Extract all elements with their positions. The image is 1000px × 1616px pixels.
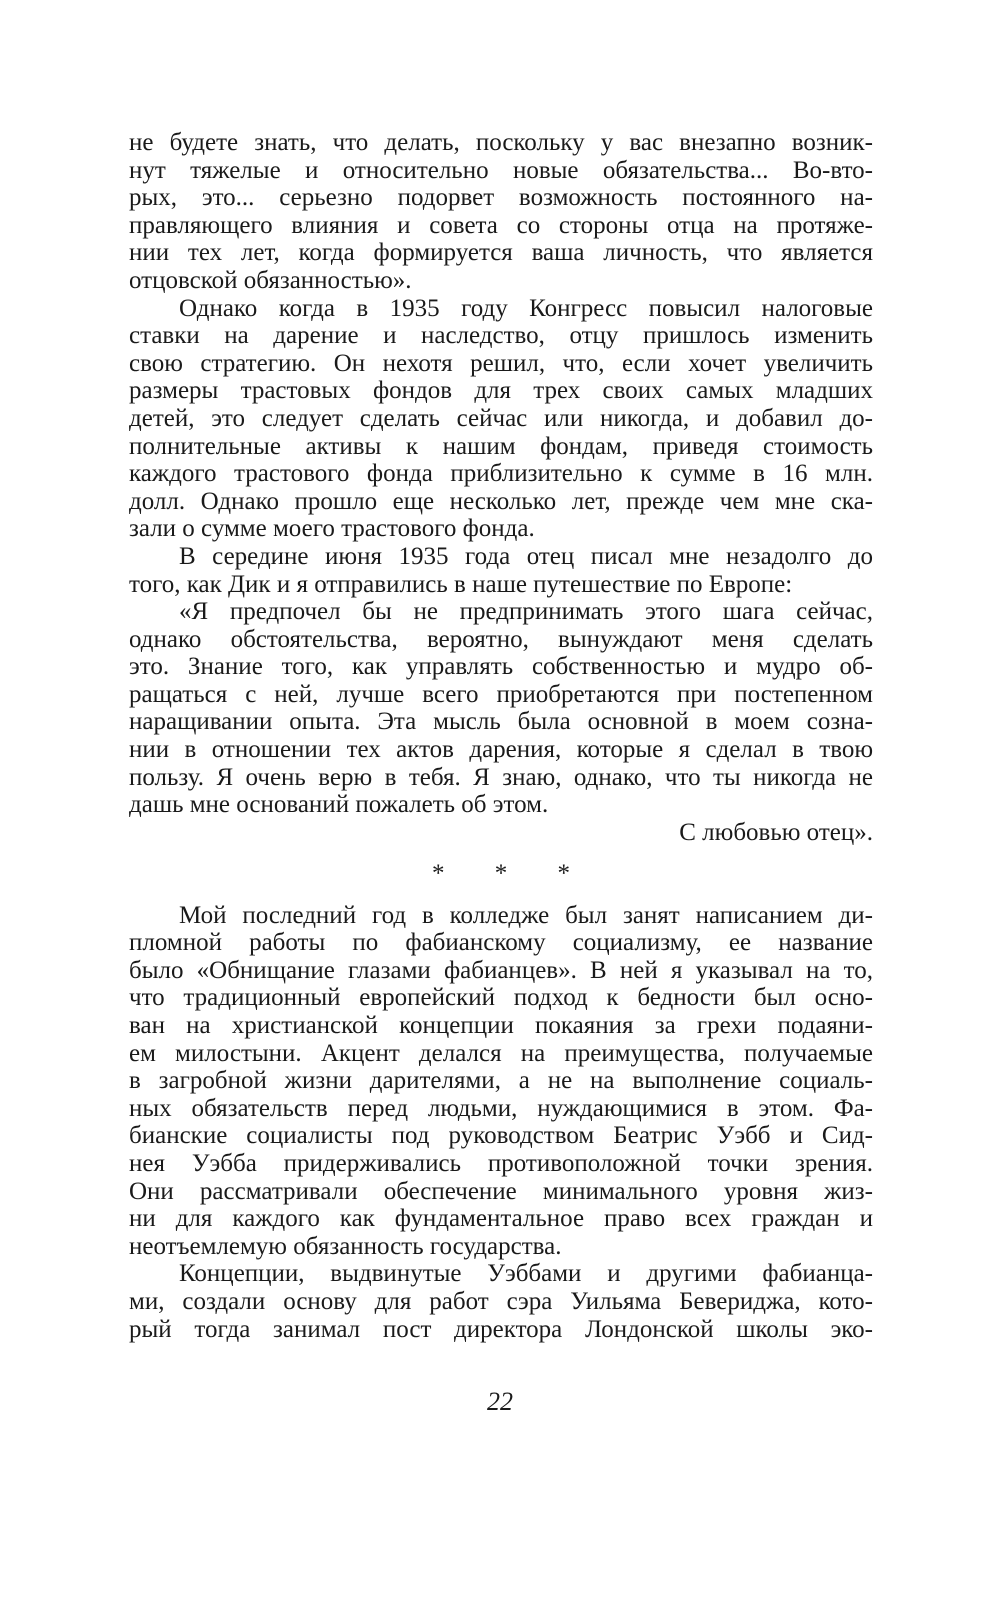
text-line: рых, это... серьезно подорвет возможность постоянного на- xyxy=(129,184,873,212)
text-line: наращивании опыта. Эта мысль была основной в моем созна- xyxy=(129,708,873,736)
text-line: ми, создали основу для работ сэра Уильяма Бевериджа, кото- xyxy=(129,1287,873,1315)
text-line: каждого трастового фонда приблизительно к сумме в 16 млн. xyxy=(129,460,873,488)
body-text xyxy=(129,129,873,1343)
text-line: размеры трастовых фондов для трех своих самых младших xyxy=(129,377,873,405)
text-line: долл. Однако прошло еще несколько лет, прежде чем мне ска- xyxy=(129,487,873,515)
text-line: было «Обнищание глазами фабианцев». В ней я указывал на то, xyxy=(129,956,873,984)
text-line: нут тяжелые и относительно новые обязательства... Во-вто- xyxy=(129,156,873,184)
text-line: Мой последний год в колледже был занят написанием ди- xyxy=(179,901,873,929)
text-line: ставки на дарение и наследство, отцу пришлось изменить xyxy=(129,322,873,350)
text-line: ем милостыни. Акцент делался на преимущества, получаемые xyxy=(129,1039,873,1067)
text-line: правляющего влияния и совета со стороны отца на протяже- xyxy=(129,211,873,239)
text-line: пломной работы по фабианскому социализму, ее название xyxy=(129,929,873,957)
text-line: свою стратегию. Он нехотя решил, что, если хочет увеличить xyxy=(129,349,873,377)
text-line: ращаться с ней, лучше всего приобретаются при постепенном xyxy=(129,680,873,708)
text-line: нии тех лет, когда формируется ваша личность, что является xyxy=(129,239,873,267)
quoted-letter xyxy=(129,598,873,846)
text-line: ван на христианской концепции покаяния за грехи подаяни- xyxy=(129,1012,873,1039)
text-line: отцовской обязанностью». xyxy=(129,266,412,294)
text-line: В середине июня 1935 года отец писал мне незадолго до xyxy=(179,542,873,570)
text-line: дашь мне оснований пожалеть об этом. xyxy=(129,791,549,819)
text-line: Концепции, выдвинутые Уэббами и другими фабианца- xyxy=(179,1260,873,1288)
text-line: пользу. Я очень верю в тебя. Я знаю, однако, что ты никогда не xyxy=(129,763,873,791)
paragraph-5 xyxy=(129,1260,873,1343)
text-line: рый тогда занимал пост директора Лондонской школы эко- xyxy=(129,1315,873,1343)
text-line: однако обстоятельства, вероятно, вынуждают меня сделать xyxy=(129,625,873,653)
paragraph-3 xyxy=(129,543,873,598)
text-line: того, как Дик и я отправились в наше путешествие по Европе: xyxy=(129,570,793,598)
text-line: ни для каждого как фундаментальное право всех граждан и xyxy=(129,1205,873,1233)
paragraph-2 xyxy=(129,295,873,543)
page-number: 22 xyxy=(487,1387,513,1416)
paragraph-1 xyxy=(129,129,873,295)
text-line: это. Знание того, как управлять собственностью и мудро об- xyxy=(129,653,873,681)
text-line: неотъемлемую обязанность государства. xyxy=(129,1232,562,1260)
text-line: что традиционный европейский подход к бедности был осно- xyxy=(129,984,873,1012)
paragraph-4 xyxy=(129,902,873,1261)
text-line: Однако когда в 1935 году Конгресс повысил налоговые xyxy=(179,294,873,322)
text-line: ных обязательств перед людьми, нуждающимися в этом. Фа- xyxy=(129,1094,873,1122)
text-line: бианские социалисты под руководством Беатрис Уэбб и Сид- xyxy=(129,1122,873,1150)
text-line: Они рассматривали обеспечение минимального уровня жиз- xyxy=(129,1177,873,1205)
letter-signature: С любовью отец». xyxy=(679,818,873,846)
text-line: не будете знать, что делать, поскольку у вас внезапно возник- xyxy=(129,129,873,156)
text-line: «Я предпочел бы не предпринимать этого шага сейчас, xyxy=(179,598,873,626)
text-line: детей, это следует сделать сейчас или никогда, и добавил до- xyxy=(129,404,873,432)
text-line: в загробной жизни дарителями, а не на выполнение социаль- xyxy=(129,1067,873,1095)
text-line: зали о сумме моего трастового фонда. xyxy=(129,515,535,543)
text-line: нии в отношении тех актов дарения, которые я сделал в твою xyxy=(129,736,873,764)
text-line: нея Уэбба придерживались противоположной точки зрения. xyxy=(129,1149,873,1177)
section-separator: * * * xyxy=(432,860,592,888)
text-line: полнительные активы к нашим фондам, приведя стоимость xyxy=(129,432,873,460)
